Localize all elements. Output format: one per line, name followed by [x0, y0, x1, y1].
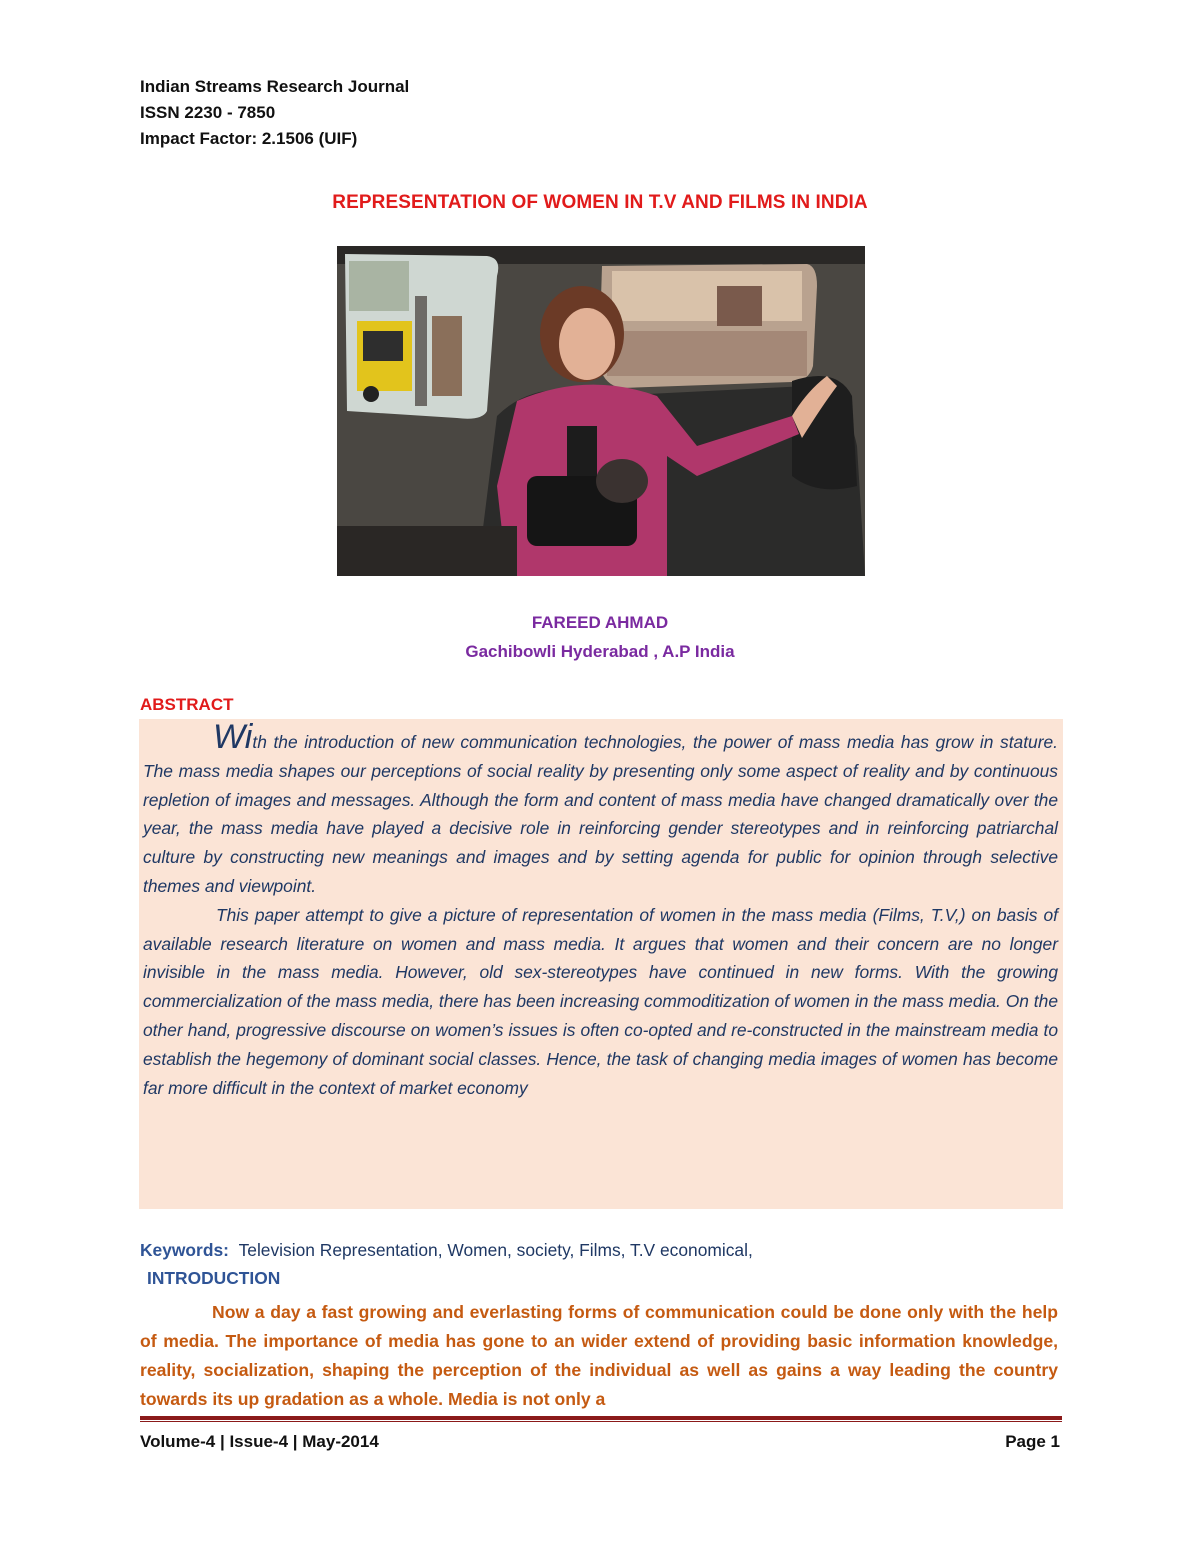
footer-page-number: Page 1: [1005, 1432, 1060, 1451]
journal-impact-factor: Impact Factor: 2.1506 (UIF): [140, 129, 358, 148]
journal-issn: ISSN 2230 - 7850: [140, 103, 276, 122]
author-name: FAREED AHMAD: [531, 613, 669, 632]
journal-name: Indian Streams Research Journal: [140, 77, 410, 96]
author-block: [140, 608, 1060, 666]
footer-rule-thin: [140, 1421, 1062, 1422]
keywords-text: Television Representation, Women, society, Films, T.V economical,: [238, 1240, 753, 1260]
introduction-heading: INTRODUCTION: [147, 1268, 281, 1288]
footer-volume-issue: Volume-4 | Issue-4 | May-2014: [140, 1432, 379, 1451]
abstract-paragraph-2: This paper attempt to give a picture of representation of women in the mass media (Films, T.V,) on basis of available research literature on women and mass media. It argues that women and their concern are no longer invisible in the mass media. However, old sex-stereotypes have continued in new forms. With the growing commercialization of the mass media, there has been increasing commoditization of women in the mass media. On the other hand, progressive discourse on women’s issues is often co-opted and re-constructed in the mainstream media to establish the hegemony of dominant social classes. Hence, the task of changing media images of women has become far more difficult in the context of market economy: [143, 904, 1058, 1098]
abstract-paragraph-1: [143, 718, 1058, 901]
keywords-label: Keywords:: [140, 1240, 229, 1260]
abstract-paragraph-1-text: th the introduction of new communication technologies, the power of mass media has grow in stature. The mass media shapes our perceptions of social reality by presenting only some aspect of reality and by continuous repletion of images and messages. Although the form and content of mass media have changed dramatically over the year, the mass media have played a decisive role in reinforcing gender stereotypes and in reinforcing patriarchal culture by constructing new meanings and images and by setting agenda for public for opinion through selective themes and viewpoint.: [143, 732, 1058, 896]
abstract-dropcap: Wi: [213, 718, 253, 756]
introduction-text: Now a day a fast growing and everlasting forms of communication could be done only with the help of media. The importance of media has gone to an wider extend of providing basic information knowledge, reality, socialization, shaping the perception of the individual as well as gains a way leading the country towards its up gradation as a whole. Media is not only a: [140, 1302, 1058, 1409]
footer-rule: [140, 1416, 1062, 1420]
journal-header: [140, 74, 409, 152]
author-affiliation: Gachibowli Hyderabad , A.P India: [465, 642, 735, 661]
article-photo: [337, 246, 865, 576]
keywords-line: [140, 1240, 753, 1261]
abstract-heading: ABSTRACT: [140, 695, 234, 714]
abstract-text: [143, 718, 1058, 1102]
paper-title: REPRESENTATION OF WOMEN IN T.V AND FILMS IN INDIA: [332, 192, 868, 213]
